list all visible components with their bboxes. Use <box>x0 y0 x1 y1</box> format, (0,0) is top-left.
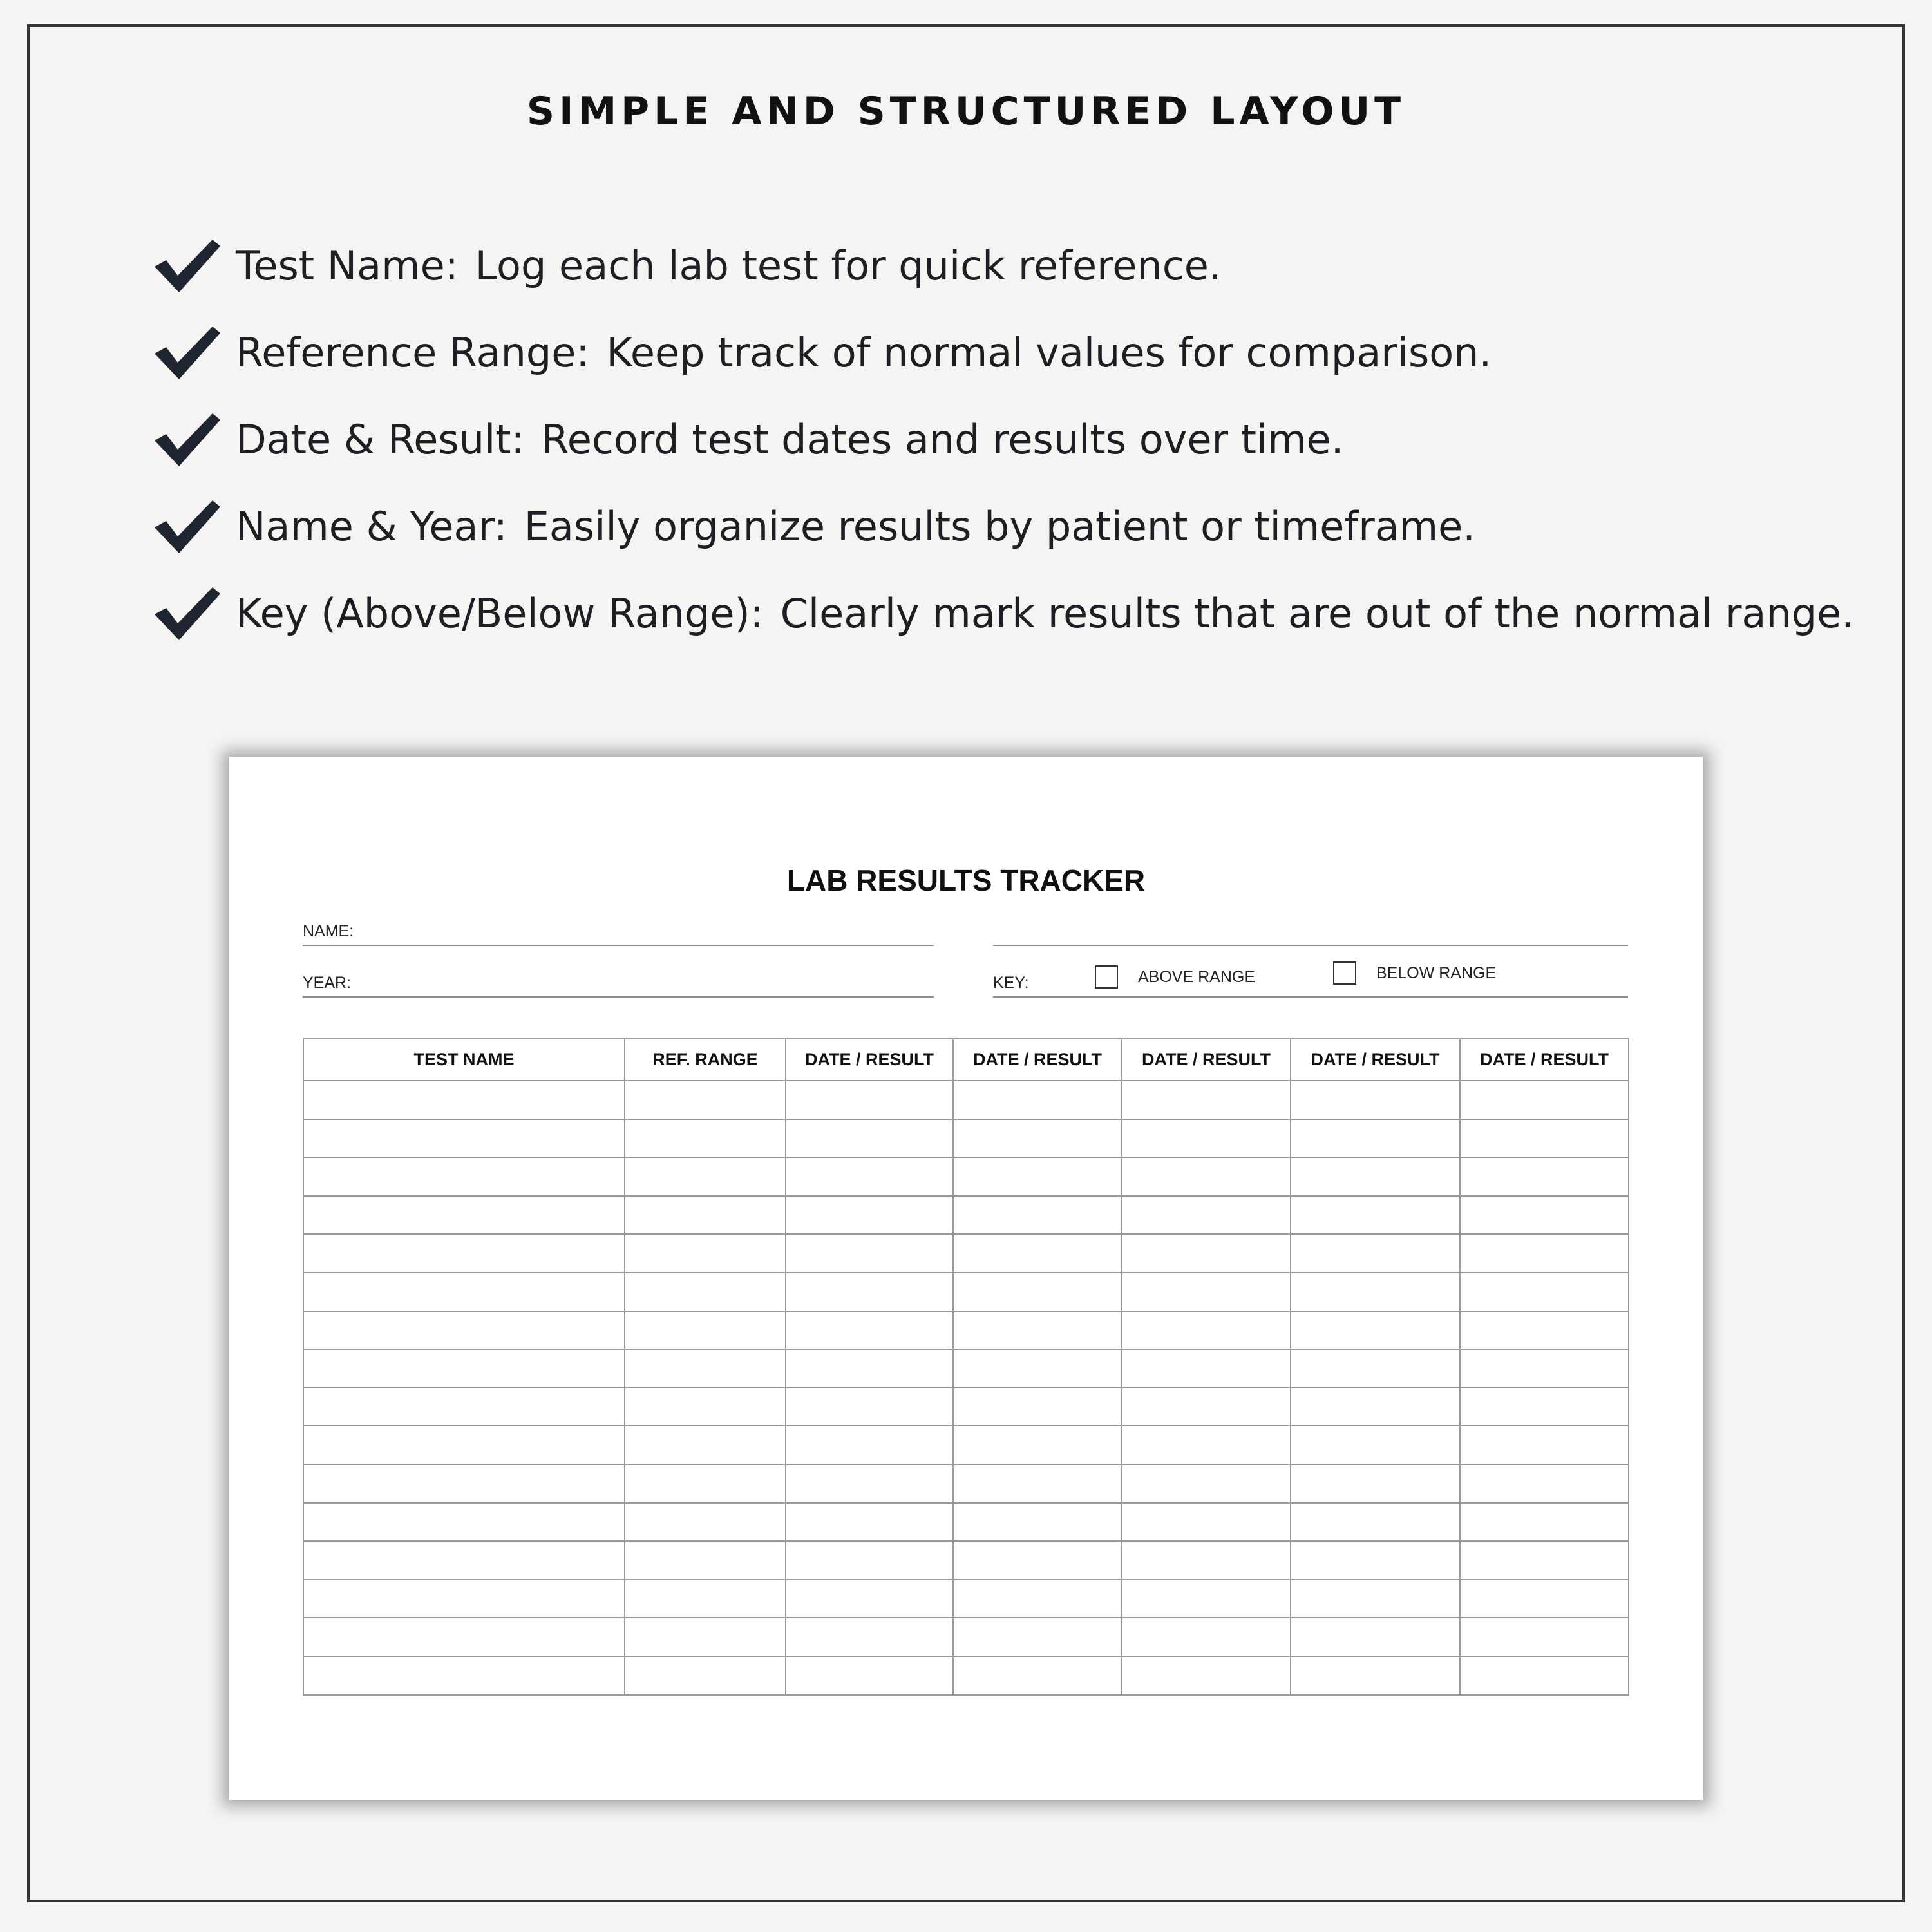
name-field[interactable] <box>303 918 934 946</box>
table-cell[interactable] <box>1291 1157 1460 1196</box>
year-label: YEAR: <box>303 974 352 992</box>
table-row <box>303 1426 1629 1464</box>
feature-item-test-name <box>152 222 1854 309</box>
name-label: NAME: <box>303 922 354 940</box>
table-cell[interactable] <box>953 1541 1122 1580</box>
table-row <box>303 1503 1629 1542</box>
table-row <box>303 1311 1629 1350</box>
table-row <box>303 1464 1629 1503</box>
above-range-checkbox[interactable] <box>1095 965 1118 989</box>
column-header: REF. RANGE <box>625 1039 786 1081</box>
table-cell[interactable] <box>1460 1541 1629 1580</box>
table-cell[interactable] <box>953 1426 1122 1464</box>
table-cell[interactable] <box>1291 1618 1460 1656</box>
table-cell[interactable] <box>625 1273 786 1311</box>
table-cell[interactable] <box>1122 1157 1291 1196</box>
table-cell[interactable] <box>786 1157 953 1196</box>
table-cell[interactable] <box>786 1311 953 1350</box>
table-cell[interactable] <box>1291 1119 1460 1158</box>
checkmark-icon <box>152 324 223 382</box>
table-cell[interactable] <box>1460 1388 1629 1426</box>
feature-description: Clearly mark results that are out of the normal range. <box>780 590 1854 637</box>
feature-list <box>152 222 1854 657</box>
table-cell[interactable] <box>953 1656 1122 1695</box>
table-cell[interactable] <box>1291 1081 1460 1119</box>
table-body <box>303 1081 1629 1695</box>
table-cell[interactable] <box>1122 1464 1291 1503</box>
table-cell[interactable] <box>786 1388 953 1426</box>
table-cell[interactable] <box>303 1119 625 1158</box>
table-cell[interactable] <box>1291 1503 1460 1542</box>
table-cell[interactable] <box>303 1311 625 1350</box>
table-cell[interactable] <box>1122 1541 1291 1580</box>
table-cell[interactable] <box>1291 1234 1460 1273</box>
table-cell[interactable] <box>303 1656 625 1695</box>
table-cell[interactable] <box>1460 1349 1629 1388</box>
table-cell[interactable] <box>1291 1311 1460 1350</box>
table-cell[interactable] <box>625 1464 786 1503</box>
checkmark-icon <box>152 411 223 469</box>
table-cell[interactable] <box>303 1426 625 1464</box>
table-cell[interactable] <box>1291 1388 1460 1426</box>
year-field[interactable] <box>303 969 934 998</box>
table-cell[interactable] <box>1460 1081 1629 1119</box>
table-cell[interactable] <box>953 1234 1122 1273</box>
table-cell[interactable] <box>1291 1656 1460 1695</box>
table-cell[interactable] <box>1460 1311 1629 1350</box>
feature-term: Test Name: <box>236 242 459 289</box>
feature-term: Reference Range: <box>236 329 590 376</box>
table-cell[interactable] <box>303 1541 625 1580</box>
table-cell[interactable] <box>786 1119 953 1158</box>
below-range-checkbox[interactable] <box>1333 961 1356 985</box>
table-row <box>303 1196 1629 1235</box>
feature-description: Record test dates and results over time. <box>541 416 1344 463</box>
table-cell[interactable] <box>625 1580 786 1618</box>
feature-term: Date & Result: <box>236 416 525 463</box>
table-cell[interactable] <box>1122 1081 1291 1119</box>
table-cell[interactable] <box>953 1349 1122 1388</box>
table-cell[interactable] <box>303 1081 625 1119</box>
table-cell[interactable] <box>1122 1656 1291 1695</box>
table-cell[interactable] <box>1291 1273 1460 1311</box>
table-cell[interactable] <box>786 1234 953 1273</box>
table-cell[interactable] <box>953 1157 1122 1196</box>
table-cell[interactable] <box>786 1618 953 1656</box>
table-cell[interactable] <box>1460 1196 1629 1235</box>
key-label: KEY: <box>993 974 1029 992</box>
table-cell[interactable] <box>1122 1349 1291 1388</box>
table-row <box>303 1388 1629 1426</box>
table-cell[interactable] <box>953 1464 1122 1503</box>
table-cell[interactable] <box>786 1541 953 1580</box>
table-cell[interactable] <box>953 1618 1122 1656</box>
table-cell[interactable] <box>303 1503 625 1542</box>
table-cell[interactable] <box>1122 1311 1291 1350</box>
table-cell[interactable] <box>953 1503 1122 1542</box>
table-row <box>303 1157 1629 1196</box>
checkmark-icon <box>152 237 223 295</box>
table-cell[interactable] <box>1291 1426 1460 1464</box>
table-cell[interactable] <box>1291 1541 1460 1580</box>
table-cell[interactable] <box>1122 1273 1291 1311</box>
column-header: TEST NAME <box>303 1039 625 1081</box>
table-cell[interactable] <box>786 1081 953 1119</box>
table-cell[interactable] <box>786 1426 953 1464</box>
table-cell[interactable] <box>1122 1119 1291 1158</box>
table-cell[interactable] <box>1122 1196 1291 1235</box>
key-row <box>993 969 1628 998</box>
table-cell[interactable] <box>786 1580 953 1618</box>
checkmark-icon <box>152 585 223 643</box>
table-cell[interactable] <box>953 1311 1122 1350</box>
table-cell[interactable] <box>1460 1234 1629 1273</box>
feature-term: Name & Year: <box>236 503 507 550</box>
table-cell[interactable] <box>953 1119 1122 1158</box>
headline: SIMPLE AND STRUCTURED LAYOUT <box>526 89 1406 134</box>
table-cell[interactable] <box>303 1580 625 1618</box>
table-cell[interactable] <box>303 1464 625 1503</box>
tracker-title: LAB RESULTS TRACKER <box>786 864 1146 897</box>
table-cell[interactable] <box>1291 1349 1460 1388</box>
table-cell[interactable] <box>625 1349 786 1388</box>
tracker-sheet <box>229 757 1703 1800</box>
table-cell[interactable] <box>1460 1157 1629 1196</box>
table-row <box>303 1234 1629 1273</box>
table-cell[interactable] <box>625 1656 786 1695</box>
above-range-label: ABOVE RANGE <box>1138 968 1255 986</box>
table-cell[interactable] <box>1460 1119 1629 1158</box>
table-cell[interactable] <box>953 1580 1122 1618</box>
column-header: DATE / RESULT <box>1122 1039 1291 1081</box>
table-cell[interactable] <box>625 1311 786 1350</box>
table-cell[interactable] <box>1122 1618 1291 1656</box>
table-cell[interactable] <box>1460 1580 1629 1618</box>
table-cell[interactable] <box>786 1656 953 1695</box>
table-row <box>303 1273 1629 1311</box>
table-cell[interactable] <box>303 1388 625 1426</box>
table-cell[interactable] <box>786 1503 953 1542</box>
table-cell[interactable] <box>303 1618 625 1656</box>
table-cell[interactable] <box>1460 1273 1629 1311</box>
table-header-row <box>303 1039 1629 1081</box>
table-cell[interactable] <box>1291 1196 1460 1235</box>
table-cell[interactable] <box>953 1273 1122 1311</box>
lab-results-table <box>303 1038 1629 1696</box>
table-cell[interactable] <box>953 1196 1122 1235</box>
table-cell[interactable] <box>625 1541 786 1580</box>
table-cell[interactable] <box>786 1196 953 1235</box>
table-row <box>303 1541 1629 1580</box>
table-cell[interactable] <box>1460 1426 1629 1464</box>
feature-description: Easily organize results by patient or timeframe. <box>524 503 1475 550</box>
table-cell[interactable] <box>1122 1388 1291 1426</box>
table-cell[interactable] <box>1291 1580 1460 1618</box>
table-cell[interactable] <box>625 1157 786 1196</box>
blank-line-field[interactable] <box>993 918 1628 946</box>
feature-item-name-year <box>152 483 1854 570</box>
table-row <box>303 1656 1629 1695</box>
feature-description: Keep track of normal values for comparison. <box>606 329 1492 376</box>
feature-item-key <box>152 570 1854 657</box>
table-cell[interactable] <box>1122 1234 1291 1273</box>
column-header: DATE / RESULT <box>953 1039 1122 1081</box>
column-header: DATE / RESULT <box>1460 1039 1629 1081</box>
table-cell[interactable] <box>303 1273 625 1311</box>
table-row <box>303 1081 1629 1119</box>
table-cell[interactable] <box>625 1081 786 1119</box>
table-cell[interactable] <box>1460 1656 1629 1695</box>
feature-item-reference-range <box>152 309 1854 396</box>
table-cell[interactable] <box>303 1349 625 1388</box>
table-cell[interactable] <box>953 1388 1122 1426</box>
table-row <box>303 1349 1629 1388</box>
table-cell[interactable] <box>625 1426 786 1464</box>
table-cell[interactable] <box>1460 1464 1629 1503</box>
table-cell[interactable] <box>625 1388 786 1426</box>
feature-term: Key (Above/Below Range): <box>236 590 764 637</box>
feature-description: Log each lab test for quick reference. <box>475 242 1222 289</box>
table-cell[interactable] <box>625 1196 786 1235</box>
table-cell[interactable] <box>625 1503 786 1542</box>
table-cell[interactable] <box>953 1081 1122 1119</box>
table-cell[interactable] <box>1122 1426 1291 1464</box>
table-cell[interactable] <box>1122 1580 1291 1618</box>
below-range-label: BELOW RANGE <box>1376 964 1497 982</box>
table-cell[interactable] <box>786 1464 953 1503</box>
table-row <box>303 1618 1629 1656</box>
table-row <box>303 1119 1629 1158</box>
table-row <box>303 1580 1629 1618</box>
table-cell[interactable] <box>625 1234 786 1273</box>
table-cell[interactable] <box>1122 1503 1291 1542</box>
table-cell[interactable] <box>303 1196 625 1235</box>
table-cell[interactable] <box>625 1119 786 1158</box>
table-cell[interactable] <box>303 1234 625 1273</box>
table-cell[interactable] <box>1291 1464 1460 1503</box>
table-cell[interactable] <box>786 1273 953 1311</box>
table-cell[interactable] <box>303 1157 625 1196</box>
column-header: DATE / RESULT <box>786 1039 953 1081</box>
table-cell[interactable] <box>625 1618 786 1656</box>
table-cell[interactable] <box>1460 1618 1629 1656</box>
checkmark-icon <box>152 498 223 556</box>
feature-item-date-result <box>152 396 1854 483</box>
table-cell[interactable] <box>1460 1503 1629 1542</box>
column-header: DATE / RESULT <box>1291 1039 1460 1081</box>
table-cell[interactable] <box>786 1349 953 1388</box>
